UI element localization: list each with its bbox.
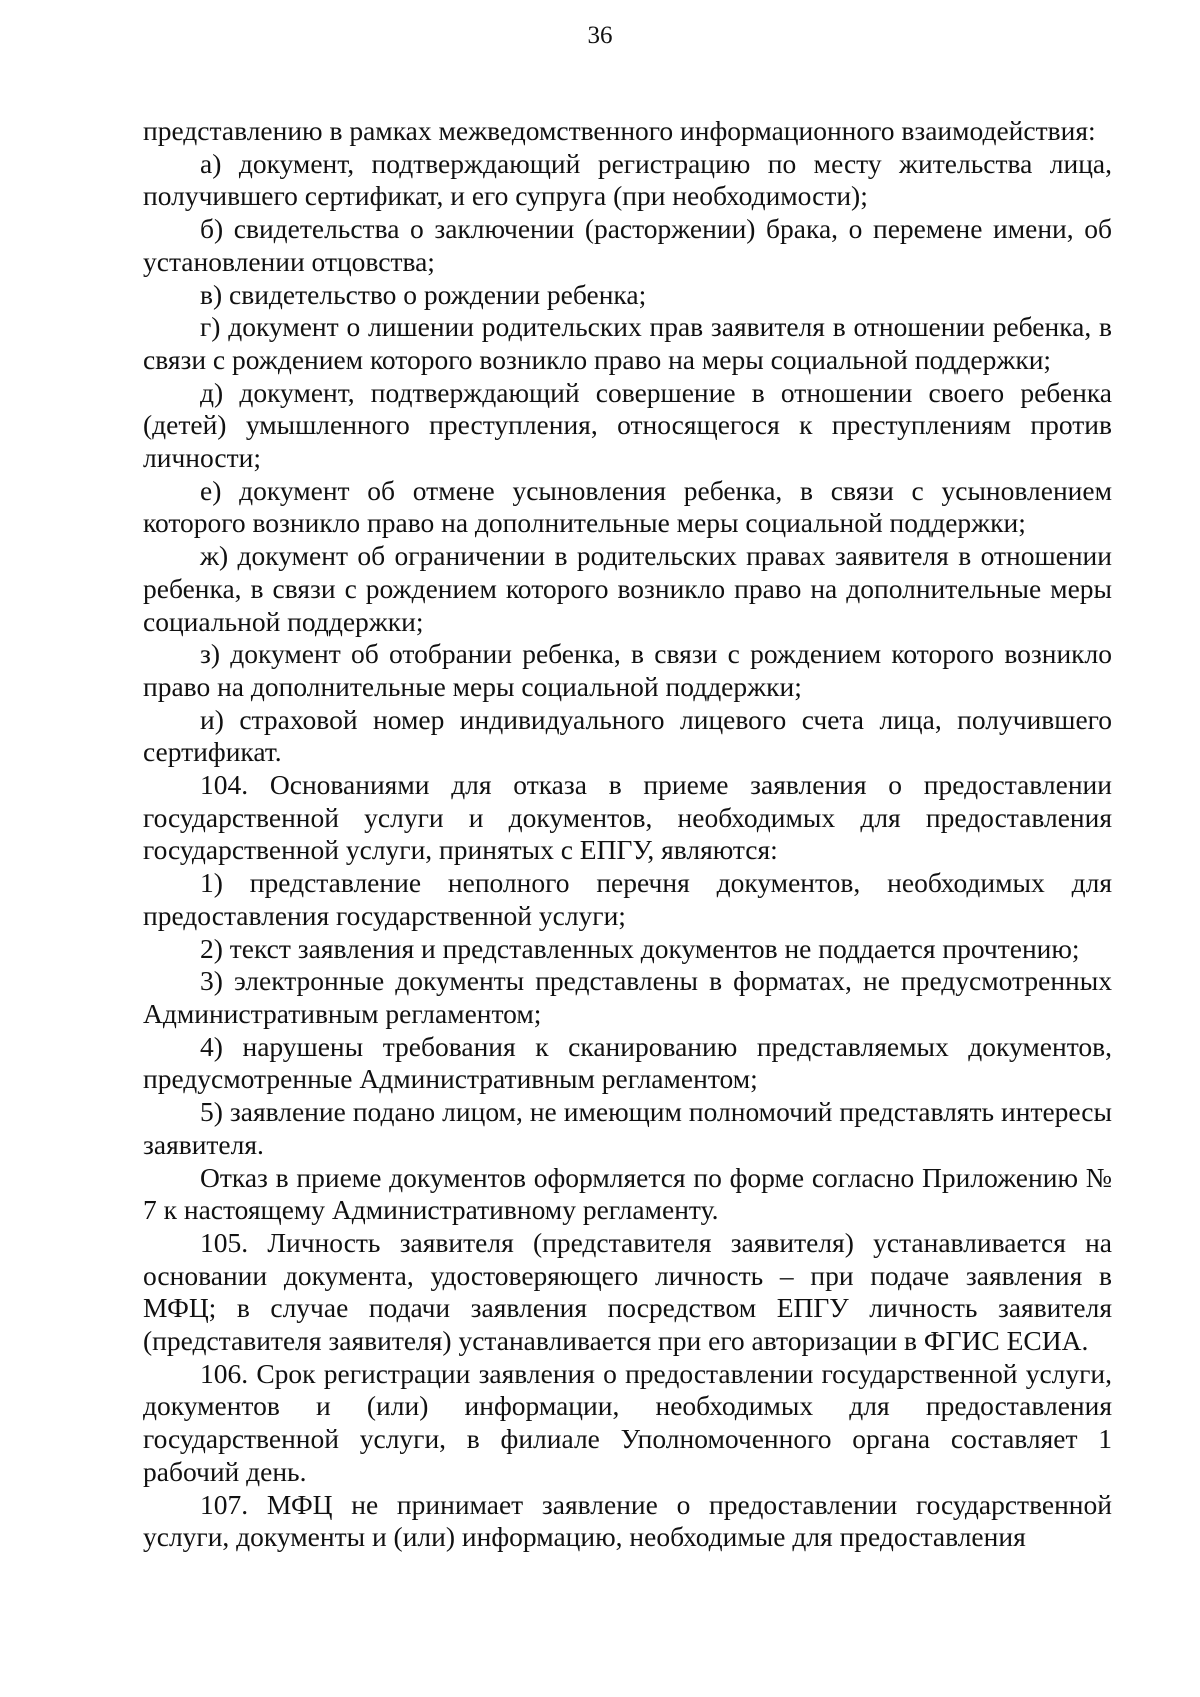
list-item-g: г) документ о лишении родительских прав заявителя в отношении ребенка, в связи с рождением которого возникло право на меры социальной поддержки;	[143, 311, 1112, 375]
list-item-3: 3) электронные документы представлены в форматах, не предусмотренных Административным регламентом;	[143, 965, 1112, 1029]
list-item-i: и) страховой номер индивидуального лицевого счета лица, получившего сертификат.	[143, 703, 1112, 768]
paragraph: представлению в рамках межведомственного информационного взаимодействия:	[143, 115, 1096, 146]
list-item-d: д) документ, подтверждающий совершение в отношении своего ребенка (детей) умышленного преступления, относящегося к преступлениям против личности;	[143, 376, 1112, 474]
list-item-2: 2) текст заявления и представленных документов не поддается прочтению;	[200, 932, 1080, 964]
paragraph: Отказ в приеме документов оформляется по форме согласно Приложению № 7 к настоящему Административному регламенту.	[143, 1161, 1112, 1226]
list-item-5: 5) заявление подано лицом, не имеющим полномочий представлять интересы заявителя.	[143, 1096, 1112, 1160]
list-item-e: е) документ об отмене усыновления ребенка, в связи с усыновлением которого возникло право на дополнительные меры социальной поддержки;	[143, 474, 1112, 539]
list-item-1: 1) представление неполного перечня документов, необходимых для предоставления государственной услуги;	[143, 867, 1112, 931]
clause-104: 104. Основаниями для отказа в приеме заявления о предоставлении государственной услуги и документов, необходимых для предоставления государственной услуги, принятых с ЕПГУ, являются:	[143, 769, 1112, 866]
list-item-v: в) свидетельство о рождении ребенка;	[200, 278, 647, 310]
page-number: 36	[587, 22, 613, 49]
list-item-4: 4) нарушены требования к сканированию представляемых документов, предусмотренные Административным регламентом;	[143, 1030, 1112, 1095]
clause-105: 105. Личность заявителя (представителя заявителя) устанавливается на основании документа, удостоверяющего личность – при подаче заявления в МФЦ; в случае подачи заявления посредством ЕПГУ личность заявителя (представителя заявителя) устанавливается при его авторизации в ФГИС ЕСИА.	[143, 1226, 1112, 1357]
list-item-a: а) документ, подтверждающий регистрацию по месту жительства лица, получившего сертификат, и его супруга (при необходимости);	[143, 147, 1112, 212]
list-item-b: б) свидетельства о заключении (расторжении) брака, о перемене имени, об установлении отцовства;	[143, 213, 1112, 277]
list-item-zh: ж) документ об ограничении в родительских правах заявителя в отношении ребенка, в связи с рождением которого возникло право на дополнительные меры социальной поддержки;	[143, 540, 1112, 637]
list-item-z: з) документ об отобрании ребенка, в связи с рождением которого возникло право на дополнительные меры социальной поддержки;	[143, 638, 1112, 702]
document-body	[143, 115, 1112, 1554]
clause-107: 107. МФЦ не принимает заявление о предоставлении государственной услуги, документы и (или) информацию, необходимые для предоставления	[143, 1488, 1112, 1553]
clause-106: 106. Срок регистрации заявления о предоставлении государственной услуги, документов и (или) информации, необходимых для предоставления государственной услуги, в филиале Уполномоченного органа составляет 1 рабочий день.	[143, 1357, 1112, 1487]
